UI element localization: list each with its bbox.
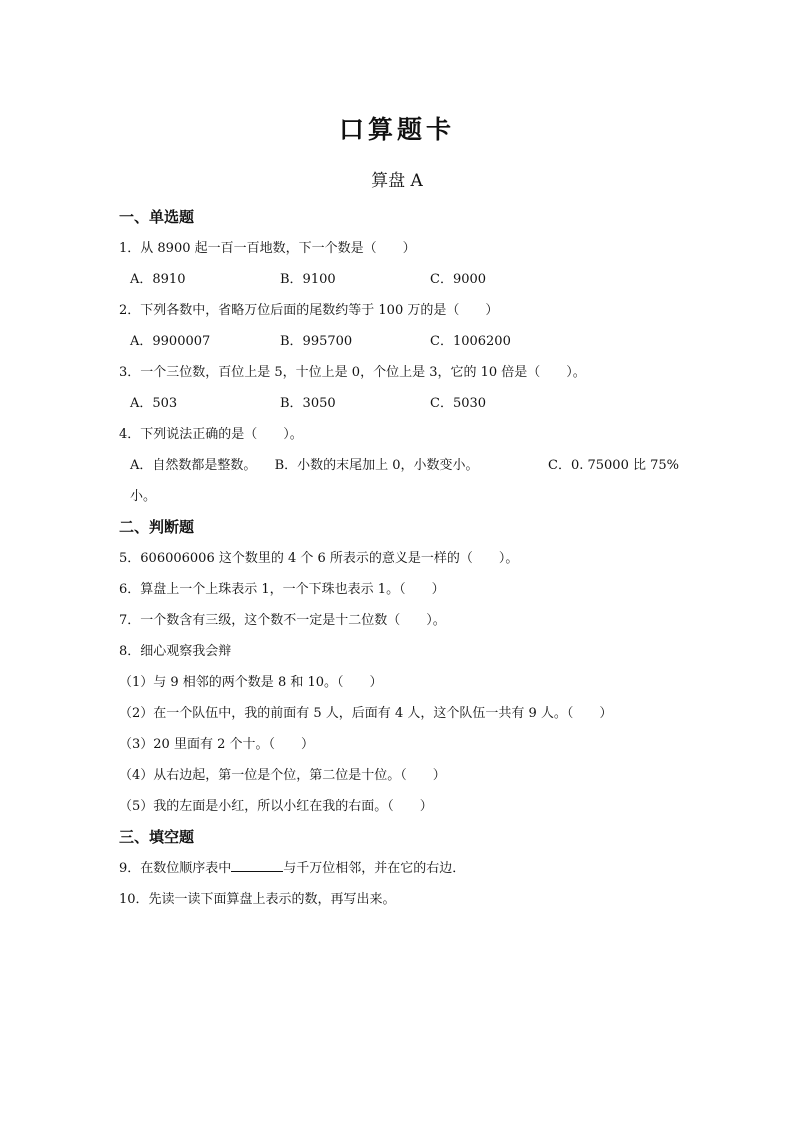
option-a: A．503 — [130, 396, 178, 411]
page-subtitle: 算盘 A — [371, 171, 423, 191]
question-9-suffix: 与千万位相邻，并在它的右边． — [283, 861, 466, 876]
option-a: A．9900007 — [130, 334, 211, 349]
question-8-item-5: （5）我的左面是小红，所以小红在我的右面。（ ） — [119, 799, 433, 814]
question-8: 8．细心观察我会辩 — [119, 644, 232, 659]
section-heading-true-false: 二、判断题 — [119, 518, 195, 536]
question-7: 7．一个数含有三级，这个数不一定是十二位数（ ）。 — [119, 613, 446, 628]
question-3: 3．一个三位数，百位上是 5，十位上是 0，个位上是 3，它的 10 倍是（ ）。 — [119, 365, 586, 380]
option-c: C．0. 75000 比 75% — [548, 458, 679, 473]
option-b: B．小数的末尾加上 0，小数变小。 — [274, 458, 479, 473]
section-heading-single-choice: 一、单选题 — [119, 208, 195, 226]
question-1-options — [119, 264, 679, 295]
option-a: A．8910 — [130, 272, 186, 287]
option-b: B．3050 — [280, 396, 336, 411]
question-8-item-4: （4）从右边起，第一位是个位，第二位是十位。（ ） — [119, 768, 446, 783]
option-a: A．自然数都是整数。 — [130, 458, 257, 473]
question-4-option-c-continued: 小。 — [130, 489, 157, 504]
question-9-prefix: 9．在数位顺序表中 — [119, 861, 232, 876]
question-3-options — [119, 388, 679, 419]
question-2-options — [119, 326, 679, 357]
question-10: 10．先读一读下面算盘上表示的数，再写出来。 — [119, 892, 396, 907]
question-4: 4．下列说法正确的是（ ）。 — [119, 427, 303, 442]
section-heading-fill-in: 三、填空题 — [119, 828, 195, 846]
option-b: B．995700 — [280, 334, 353, 349]
question-1: 1．从 8900 起一百一百地数，下一个数是（ ） — [119, 241, 416, 256]
question-8-item-2: （2）在一个队伍中，我的前面有 5 人，后面有 4 人，这个队伍一共有 9 人。（ ） — [119, 706, 613, 721]
answer-blank[interactable] — [231, 859, 283, 872]
question-4-options — [119, 450, 679, 481]
option-b: B．9100 — [280, 272, 336, 287]
question-9 — [119, 853, 679, 884]
question-8-item-1: （1）与 9 相邻的两个数是 8 和 10。（ ） — [119, 675, 383, 690]
worksheet-body — [119, 202, 679, 915]
question-8-item-3: （3）20 里面有 2 个十。（ ） — [119, 737, 314, 752]
question-6: 6．算盘上一个上珠表示 1，一个下珠也表示 1。（ ） — [119, 582, 445, 597]
option-c: C．5030 — [430, 396, 487, 411]
option-c: C．9000 — [430, 272, 487, 287]
question-2: 2．下列各数中，省略万位后面的尾数约等于 100 万的是（ ） — [119, 303, 499, 318]
page-title: 口算题卡 — [338, 115, 455, 144]
question-5: 5．606006006 这个数里的 4 个 6 所表示的意义是一样的（ ）。 — [119, 551, 519, 566]
option-c: C．1006200 — [430, 334, 511, 349]
